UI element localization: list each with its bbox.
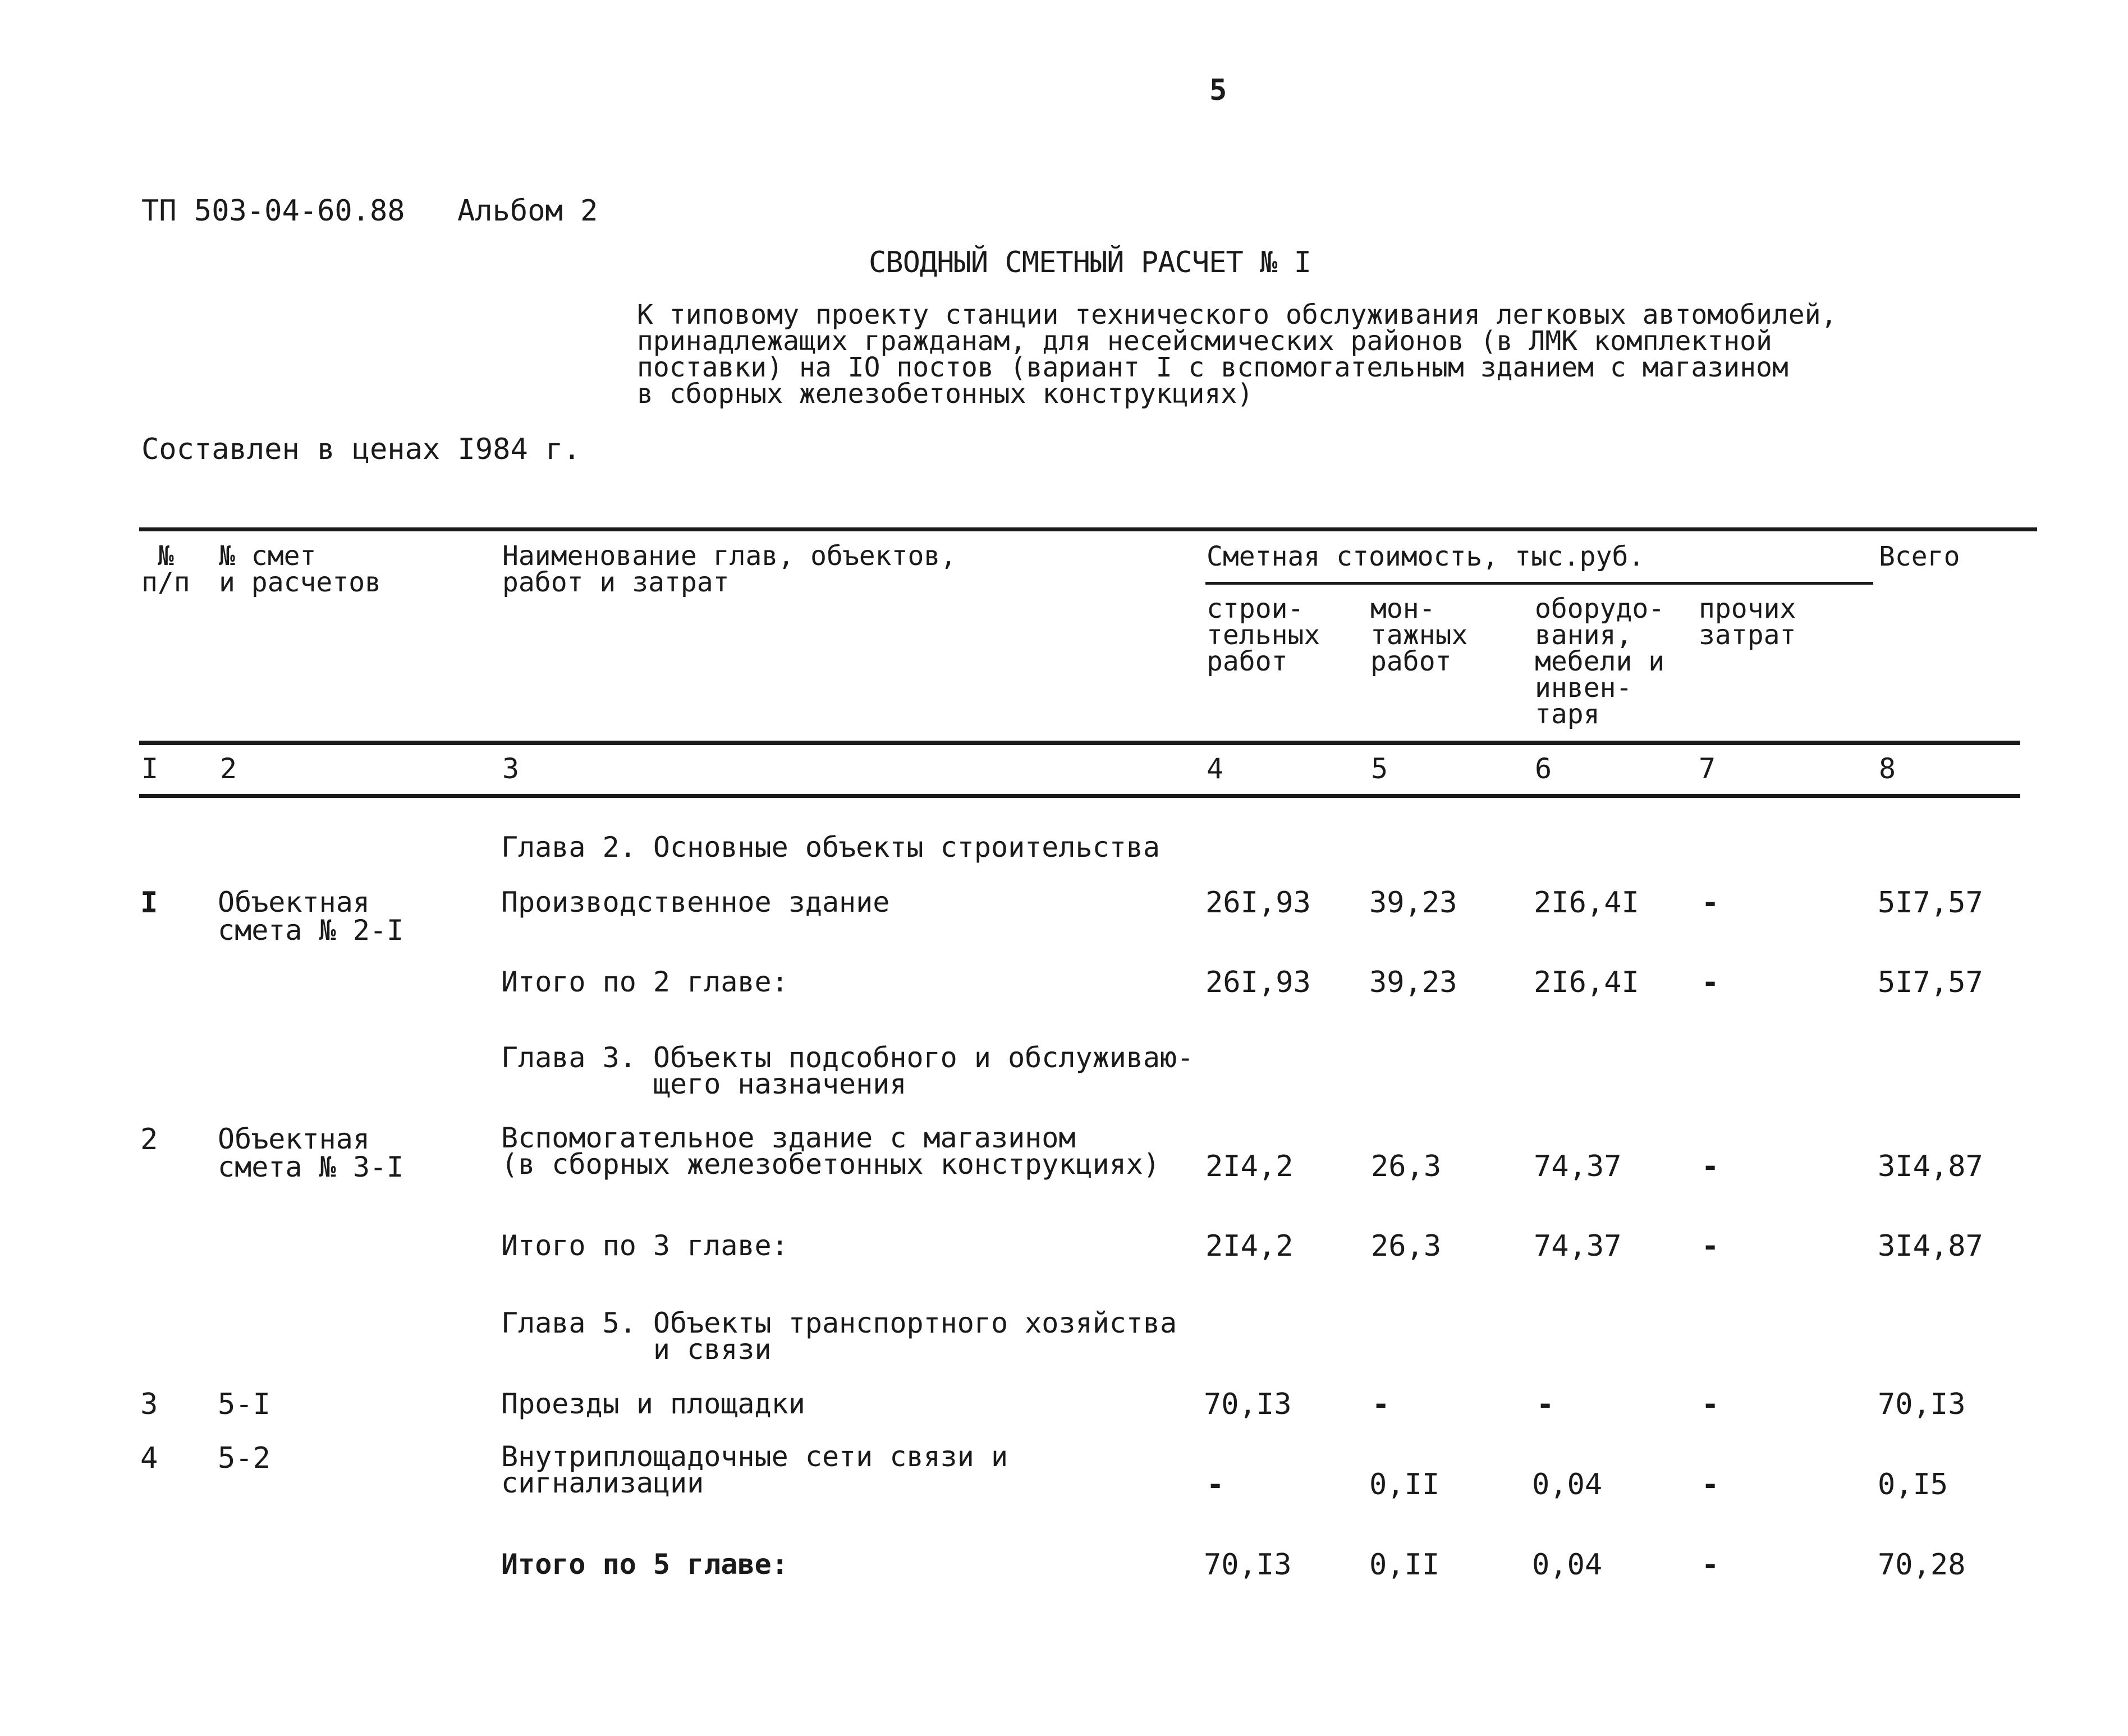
header-bottom-rule bbox=[139, 741, 2020, 745]
cost-group-rule bbox=[1205, 582, 1873, 585]
row-estimate: 5-2 bbox=[218, 1441, 270, 1475]
price-note: Составлен в ценах I984 г. bbox=[141, 433, 581, 466]
header-cost-group: Сметная стоимость, тыс.руб. bbox=[1207, 541, 1645, 572]
table-top-rule bbox=[139, 527, 2037, 531]
subtotal-equipment: 0,04 bbox=[1532, 1548, 1603, 1582]
row-installation: 39,23 bbox=[1369, 886, 1457, 920]
subtotal-total: 5I7,57 bbox=[1878, 966, 1983, 999]
row-equipment: - bbox=[1537, 1388, 1554, 1421]
row-total: 0,I5 bbox=[1878, 1468, 1948, 1501]
row-equipment: 0,04 bbox=[1532, 1468, 1603, 1501]
column-number: 2 bbox=[220, 752, 237, 785]
document-subtitle: К типовому проекту станции технического обслуживания легковых автомобилей, принадлежащих гражданам, для несейсмических районов (в ЛМК комплектной поставки) на IO постов (вариант I с вспомогательным зданием с магазином в сборных железобетонных конструкциях) bbox=[637, 299, 1837, 410]
row-name: Вспомогательное здание с магазином (в сборных железобетонных конструкциях) bbox=[501, 1122, 1160, 1181]
row-installation: 26,3 bbox=[1371, 1150, 1442, 1183]
row-total: 70,I3 bbox=[1878, 1388, 1966, 1421]
row-total: 3I4,87 bbox=[1878, 1150, 1983, 1183]
document-title: СВОДНЫЙ СМЕТНЫЙ РАСЧЕТ № I bbox=[869, 246, 1311, 279]
chapter-3-title: Глава 3. Объекты подсобного и обслуживаю- щего назначения bbox=[501, 1041, 1194, 1100]
subtotal-total: 70,28 bbox=[1878, 1548, 1966, 1582]
header-row-number: № п/п bbox=[141, 540, 190, 598]
doc-code: ТП 503-04-60.88 bbox=[141, 194, 405, 228]
page-number: 5 bbox=[1209, 74, 1227, 107]
subtotal-installation: 0,II bbox=[1369, 1548, 1440, 1582]
subtotal-other: - bbox=[1702, 1229, 1719, 1263]
subtotal-label: Итого по 3 главе: bbox=[501, 1229, 788, 1262]
row-name: Производственное здание bbox=[501, 886, 890, 918]
subtotal-construction: 26I,93 bbox=[1205, 966, 1311, 999]
row-estimate: 5-I bbox=[218, 1388, 270, 1421]
subtotal-installation: 26,3 bbox=[1371, 1229, 1442, 1263]
row-equipment: 74,37 bbox=[1534, 1150, 1622, 1183]
header-estimate-number: № смет и расчетов bbox=[219, 540, 381, 598]
row-other: - bbox=[1702, 1388, 1719, 1421]
row-construction: 26I,93 bbox=[1205, 886, 1311, 920]
row-estimate: Объектная смета № 3-I bbox=[218, 1123, 404, 1183]
column-number: I bbox=[141, 752, 159, 785]
column-numbers-rule bbox=[139, 794, 2020, 798]
subtotal-equipment: 74,37 bbox=[1534, 1229, 1622, 1263]
row-construction: 70,I3 bbox=[1204, 1388, 1292, 1421]
row-other: - bbox=[1702, 1150, 1719, 1183]
subtotal-total: 3I4,87 bbox=[1878, 1229, 1983, 1263]
subtotal-label: Итого по 2 главе: bbox=[501, 966, 788, 998]
row-equipment: 2I6,4I bbox=[1534, 886, 1639, 920]
subtotal-construction: 70,I3 bbox=[1204, 1548, 1292, 1582]
row-number: 3 bbox=[140, 1388, 158, 1421]
subtotal-construction: 2I4,2 bbox=[1205, 1229, 1294, 1263]
album-label: Альбом 2 bbox=[457, 194, 598, 228]
row-number: I bbox=[140, 886, 158, 920]
row-construction: - bbox=[1207, 1468, 1224, 1501]
row-other: - bbox=[1702, 886, 1719, 920]
row-installation: 0,II bbox=[1369, 1468, 1440, 1501]
column-number: 7 bbox=[1699, 752, 1716, 785]
subtotal-equipment: 2I6,4I bbox=[1534, 966, 1639, 999]
row-other: - bbox=[1702, 1468, 1719, 1501]
subtotal-other: - bbox=[1702, 966, 1719, 999]
row-number: 2 bbox=[140, 1123, 158, 1156]
row-name: Внутриплощадочные сети связи и сигнализации bbox=[501, 1440, 1008, 1499]
column-number: 8 bbox=[1879, 752, 1896, 785]
header-equipment: оборудо- вания, мебели и инвен- таря bbox=[1535, 593, 1665, 730]
header-construction: строи- тельных работ bbox=[1207, 593, 1320, 677]
subtotal-other: - bbox=[1702, 1548, 1719, 1582]
row-number: 4 bbox=[140, 1441, 158, 1475]
row-estimate: Объектная смета № 2-I bbox=[218, 886, 404, 947]
header-other: прочих затрат bbox=[1699, 593, 1796, 651]
column-number: 5 bbox=[1371, 752, 1388, 785]
header-installation: мон- тажных работ bbox=[1370, 593, 1468, 677]
subtotal-label: Итого по 5 главе: bbox=[501, 1548, 788, 1581]
column-number: 3 bbox=[502, 752, 520, 785]
subtotal-installation: 39,23 bbox=[1369, 966, 1457, 999]
header-total: Всего bbox=[1879, 541, 1960, 572]
column-number: 4 bbox=[1207, 752, 1224, 785]
row-construction: 2I4,2 bbox=[1205, 1150, 1294, 1183]
row-installation: - bbox=[1372, 1388, 1390, 1421]
chapter-5-title: Глава 5. Объекты транспортного хозяйства и связи bbox=[501, 1307, 1177, 1366]
header-item-name: Наименование глав, объектов, работ и затрат bbox=[502, 540, 957, 598]
column-number: 6 bbox=[1535, 752, 1552, 785]
row-total: 5I7,57 bbox=[1878, 886, 1983, 920]
chapter-2-title: Глава 2. Основные объекты строительства bbox=[501, 831, 1160, 864]
row-name: Проезды и площадки bbox=[501, 1388, 805, 1420]
